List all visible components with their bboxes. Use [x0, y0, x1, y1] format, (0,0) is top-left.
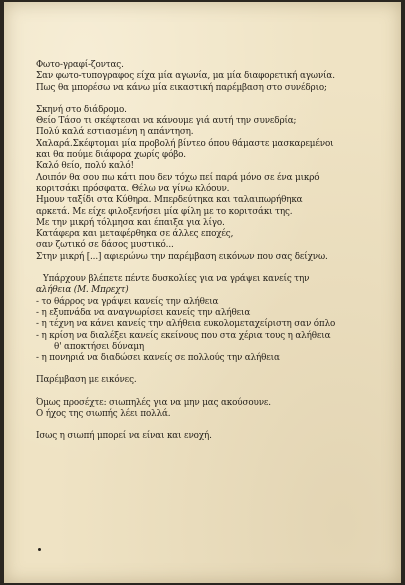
brecht-quote-intro — [36, 274, 388, 297]
ink-dot — [38, 548, 41, 551]
list-item: - η τέχνη να κάνει κανείς την αλήθεια ευκολομεταχείριστη σαν όπλο — [36, 319, 336, 330]
corridor-scene-paragraph — [36, 105, 388, 263]
text-line: αλήθεια (Μ. Μπρεχτ) — [36, 285, 129, 296]
text-line: και θα πούμε διάφορα χωρίς φόβο. — [36, 150, 186, 161]
text-line: σαν ζωτικό σε δάσος μυστικό... — [36, 240, 174, 251]
text-line: Όμως προσέχτε: σιωπηλές για να μην μας ακούσουνε. — [36, 397, 271, 408]
caution-paragraph — [36, 398, 388, 421]
text-line: αρκετά. Με είχε φιλοξενήσει μία φίλη με το κοριτσάκι της. — [36, 206, 293, 217]
difficulties-list — [36, 297, 388, 365]
list-item: - το θάρρος να γράψει κανείς την αλήθεια — [36, 296, 219, 307]
intro-paragraph — [36, 60, 388, 94]
list-item: - η πονηριά να διαδώσει κανείς σε πολλούς την αλήθεια — [36, 353, 280, 364]
text-line: Κατάφερα και μεταφέρθηκα σε άλλες εποχές, — [36, 229, 234, 240]
text-line: Λοιπόν θα σου πω κάτι που δεν τόχω πεί παρά μόνο σε ένα μικρό — [36, 172, 320, 183]
text-line: Σκηνή στο διάδρομο. — [36, 104, 127, 115]
text-line: Ημουν ταξίδι στα Κύθηρα. Μπερδεύτηκα και ταλαιπωρήθηκα — [36, 195, 303, 206]
document-page — [4, 2, 401, 583]
text-line: Σαν φωτο-τυπογραφος είχα μία αγωνία, μα μία διαφορετική αγωνία. — [36, 71, 335, 82]
text-line: Στην μικρή [...] αφιερώνω την παρέμβαση εικόνων που σας δείχνω. — [36, 251, 328, 262]
list-item-continuation: θ' αποκτήσει δύναμη — [54, 341, 145, 352]
closing-line: Ισως η σιωπή μπορεί να είναι και ενοχή. — [36, 431, 212, 442]
list-item: - η εξυπνάδα να αναγνωρίσει κανείς την αλήθεια — [36, 307, 251, 318]
text-line: Θείο Τάσο τι σκέφτεσαι να κάνουμε γιά αυτή την συνεδρία; — [36, 116, 297, 127]
text-line: Χαλαρά.Σκέφτομαι μία προβολή βίντεο όπου θάμαστε μασκαρεμένοι — [36, 138, 334, 149]
document-body — [36, 60, 388, 443]
text-line: Πως θα μπορέσω να κάνω μία εικαστική παρέμβαση στο συνέδριο; — [36, 82, 327, 93]
text-line: κοριτσάκι πρόσφατα. Θέλω να γίνω κλόουν. — [36, 183, 230, 194]
images-intervention-line: Παρέμβαση με εικόνες. — [36, 375, 137, 386]
text-line: Ο ήχος της σιωπής λέει πολλά. — [36, 409, 171, 420]
text-line: Φωτο-γραφί-ζοντας. — [36, 60, 124, 70]
text-line: Καλό θείο, πολύ καλό! — [36, 161, 134, 172]
text-line: Υπάρχουν βλέπετε πέντε δυσκολίες για να γράψει κανείς την — [43, 274, 310, 285]
text-line: Πολύ καλά εστιασμένη η απάντηση. — [36, 127, 194, 138]
list-item: - η κρίση να διαλέξει κανείς εκείνους που στα χέρια τους η αλήθεια — [36, 330, 331, 341]
text-line: Με την μικρή τόλμησα και έπαιξα για λίγο. — [36, 217, 225, 228]
